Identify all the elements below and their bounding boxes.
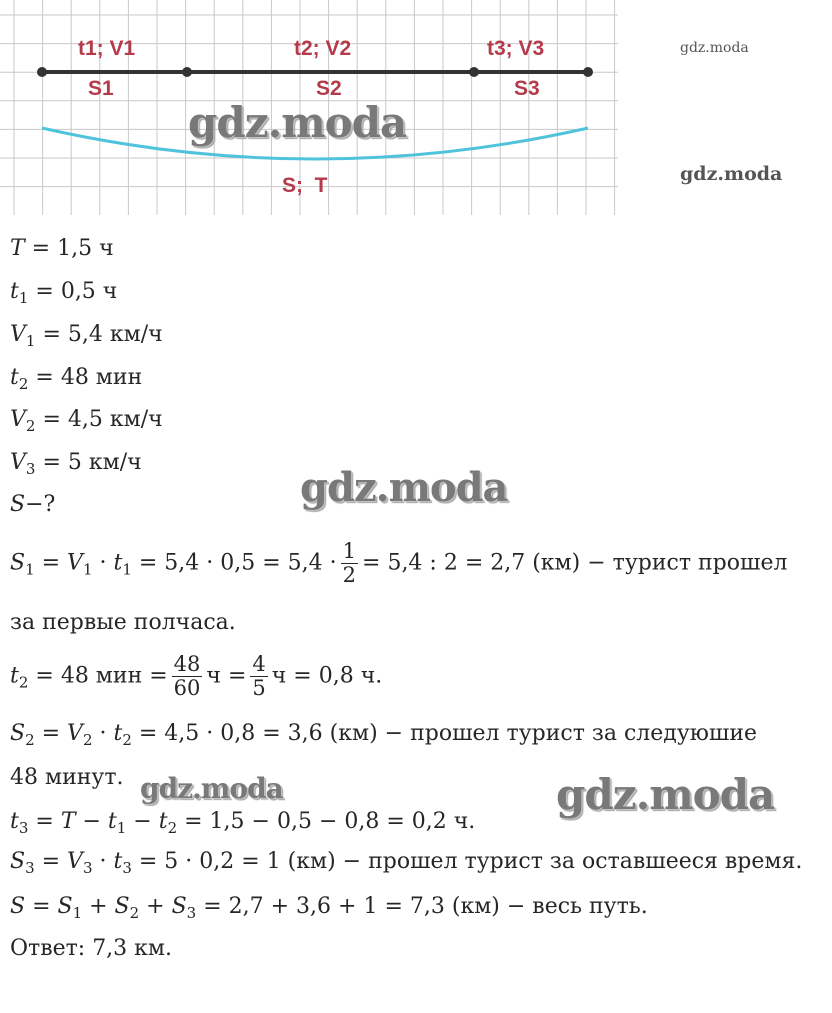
solution-t3: $t_3 = T - t_1 - t_2 = 1,5 - 0,5 - 0,8 = 0,2$ ч. [10, 809, 476, 837]
given-t2: $t_2 = 48$ мин [10, 365, 143, 393]
solution-s1: $S_1 = V_1 \cdot t_1 = 5,4 \cdot 0,5 = 5,4$ · $\frac{1}{2}$ = 5,4 : 2 = 2,7 (км) − турист прошел [10, 539, 788, 588]
fraction-4-5: $\frac{4}{5}$ [252, 652, 266, 701]
segment-3-bottom-label: S3 [514, 77, 540, 100]
segment-1-top-label: t1; V1 [78, 37, 136, 60]
solution-t2: $t_2 = 48$ мин = $\frac{48}{60}$ ч = $\frac{4}{5}$ ч = 0,8 ч. [10, 652, 383, 701]
segment-3-top-label: t3; V3 [487, 37, 545, 60]
segment-2-bottom-label: S2 [316, 77, 342, 100]
given-T: T = 1,5 ч [10, 236, 114, 261]
fraction-one-half: $\frac{1}{2}$ [342, 539, 357, 588]
watermark: gdz.moda [680, 163, 783, 185]
watermark: gdz.moda [140, 772, 283, 805]
given-V1: $V_1 = 5,4$ км/ч [10, 322, 163, 350]
fraction-48-60: $\frac{48}{60}$ [173, 652, 201, 701]
segment-1-bottom-label: S1 [88, 77, 114, 100]
given-S: S−? [10, 492, 56, 517]
watermark: gdz.moda [300, 464, 508, 511]
solution-s: $S = S_1 + S_2 + S_3 = 2,7 + 3,6 + 1 = 7,3$ (км) − весь путь. [10, 894, 648, 922]
route-point [469, 67, 479, 77]
solution-s3: $S_3 = V_3 \cdot t_3 = 5 \cdot 0,2 = 1$ (км) − прошел турист за оставшееся время. [10, 849, 803, 877]
answer: Ответ: 7,3 км. [10, 936, 173, 961]
arc-label: S; T [282, 174, 328, 197]
solution-s2: $S_2 = V_2 \cdot t_2 = 4,5 \cdot 0,8 = 3,6$ (км) − прошел турист за следуюшие [10, 721, 758, 749]
segment-2-top-label: t2; V2 [294, 37, 352, 60]
route-point [182, 67, 192, 77]
watermark: gdz.moda [680, 40, 749, 56]
route-point [583, 67, 593, 77]
given-V2: $V_2 = 4,5$ км/ч [10, 407, 163, 435]
given-t1: $t_1 = 0,5$ ч [10, 279, 118, 307]
watermark: gdz.moda [188, 98, 407, 147]
solution-s1-cont: за первые полчаса. [10, 610, 236, 635]
solution-s2-cont: 48 минут. [10, 765, 124, 790]
watermark: gdz.moda [556, 770, 775, 819]
route-point [37, 67, 47, 77]
given-V3: $V_3 = 5$ км/ч [10, 450, 142, 478]
